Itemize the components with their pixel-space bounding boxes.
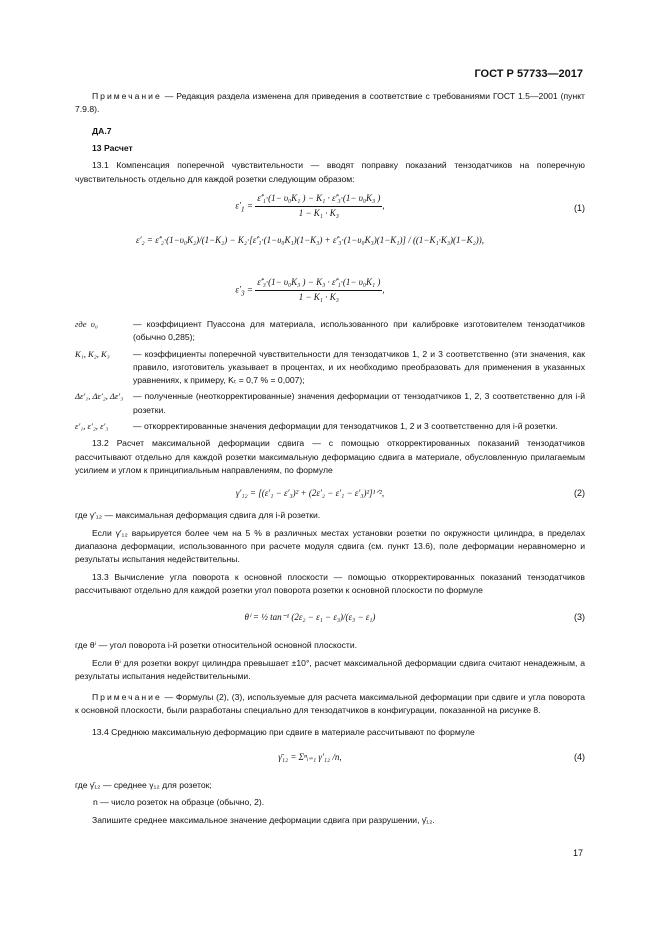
definition-text: — коэффициент Пуассона для материала, использованного при калибровке изготовителем тензодатчиков (обычно 0,285);	[133, 318, 585, 343]
paragraph-13-3: 13.3 Вычисление угла поворота к основной плоскости — помощью откорректированных показаний тензодатчиков рассчитывают отдельно для каждой розетки угол поворота розетки к основной плоскости по формуле	[75, 571, 585, 595]
definition-gamma: где γ′₁₂ — максимальная деформация сдвига для i-й розетки.	[75, 510, 321, 521]
document-body	[75, 90, 585, 831]
equation-1b-formula: ε′₂ = ε̂′₂·(1−υ₀K₂)/(1−K₂) − K₂·[ε̂′₁·(1−υ₀K₁)(1−K₃) + ε̂′₃·(1−υ₀K₃)(1−K₁)] / ((1−K₁·K₃)(1−K₂)),	[136, 234, 484, 245]
definition-n: n — число розеток на образце (обычно, 2).	[93, 797, 265, 808]
equation-3	[75, 603, 585, 633]
equation-1c	[75, 276, 585, 312]
definition-text: — откорректированные значения деформации для тензодатчиков 1, 2 и 3 соответственно для i-й розетки.	[133, 421, 558, 432]
note-2	[75, 691, 585, 718]
section-title: 13 Расчет	[92, 142, 133, 153]
definition-text: — полученные (неоткорректированные) значения деформации от тензодатчиков 1, 2, 3 соответственно для i-й розетки.	[133, 391, 585, 415]
note-2-text: — Формулы (2), (3), используемые для расчета максимальной деформации при сдвиге и угла поворота к основной плоскости, были разработаны специально для тензодатчиков в конфигурации, показанной на рисунке 8.	[75, 692, 585, 716]
note-1-label: Примечание	[92, 91, 162, 101]
equation-2-formula: γ′₁₂ = [(ε′₁ − ε′₃)² + (2ε′₂ − ε′₁ − ε′₃)²]¹ᐟ²,	[235, 488, 385, 499]
equation-1-denominator: 1 − K₁ · K₃	[298, 207, 339, 218]
definition-theta: где θⁱ — угол поворота i-й розетки относительной основной плоскости.	[75, 640, 358, 651]
definition-row	[75, 390, 585, 417]
definition-text: — коэффициенты поперечной чувствительности для тензодатчиков 1, 2 и 3 соответственно (эти значения, как правило, изготовитель указывает в процентах, и их необходимо преобразовать для применения в указанных уравнениях, к примеру, Kₜ = 0,7 % = 0,007);	[133, 348, 585, 386]
definition-row	[75, 420, 585, 433]
equation-4-number: (4)	[574, 752, 585, 763]
equation-1c-numerator: ε̂′₃·(1− υ₀K₃ ) − K₃ · ε̂′₁·(1− υ₀K₁ )	[255, 276, 382, 291]
equation-1-formula: $\varepsilon'_1$ = $\frac{\text{ε̂′₁·(1− υ₀K₁ ) − K₁ · ε̂′₃·(1− υ₀K₃ )}}{\text{1 − K₁ · K₃}}$ ,	[75, 192, 545, 221]
equation-4-formula: γ̄₁₂ = Σⁿᵢ₌₁ γ′₁₂ /n,	[278, 752, 342, 763]
document-header: ГОСТ Р 57733—2017	[474, 68, 583, 80]
note-2-label: Примечание	[92, 692, 162, 703]
equation-4	[75, 745, 585, 773]
equation-2-number: (2)	[574, 488, 585, 499]
definition-symbol: где υ₀	[75, 318, 98, 329]
paragraph-13-1: 13.1 Компенсация поперечной чувствительности — вводят поправку показаний тензодатчиков на поперечную чувствительность отдельно для каждой розетки следующим образом:	[75, 160, 585, 184]
definition-symbol: K₁, K₂, K₃	[75, 348, 110, 359]
equation-1	[75, 192, 585, 228]
definitions-list	[75, 318, 585, 434]
definition-symbol: ε′₁, ε′₂, ε′₃	[75, 421, 109, 432]
equation-1-numerator: ε̂′₁·(1− υ₀K₁ ) − K₁ · ε̂′₃·(1− υ₀K₃ )	[255, 192, 382, 207]
equation-3-formula: θⁱ = ½ tan⁻¹ (2ε₂ − ε₁ − ε₃)/(ε₃ − ε₁)	[244, 612, 376, 623]
paragraph-13-4: 13.4 Среднюю максимальную деформацию при сдвиге в материале рассчитывают по формуле	[92, 726, 475, 737]
paragraph-theta-condition: Если θⁱ для розетки вокруг цилиндра превышает ±10°, расчет максимальной деформации сдвига считают ненадежным, а результаты испытания недействительными.	[75, 657, 585, 681]
equation-1c-denominator: 1 − K₁ · K₃	[298, 291, 339, 302]
definition-row	[75, 348, 585, 388]
paragraph-13-2: 13.2 Расчет максимальной деформации сдвига — с помощью откорректированных показаний тензодатчиков рассчитывают отдельно для каждой розетки максимальную деформацию сдвига в материале, обусловленную прилагаемым усилием и углом к принципиальным направлениям, по формуле	[75, 438, 585, 475]
equation-1-number: (1)	[574, 202, 585, 213]
final-instruction: Запишите среднее максимальное значение деформации сдвига при разрушении, γ̄₁₂.	[92, 814, 435, 825]
page-number: 17	[572, 848, 583, 859]
equation-2	[75, 483, 585, 503]
equation-3-number: (3)	[574, 612, 585, 623]
note-1	[75, 90, 585, 117]
equation-1b	[75, 234, 585, 270]
paragraph-gamma-condition: Если γ′₁₂ варьируется более чем на 5 % в различных местах установки розетки по окружности цилиндра, в пределах диапазона деформации, использованного при расчете модуля сдвига (см. пункт 13.6), поле деформации неравномерно и результаты испытания недействительны.	[75, 527, 585, 565]
definition-symbol: Δε′₁, Δε′₂, Δε′₃	[75, 391, 124, 402]
definition-row	[75, 318, 585, 345]
note-1-text: — Редакция раздела изменена для приведения в соответствие с требованиями ГОСТ 1.5—2001 (пункт 7.9.8).	[75, 91, 585, 115]
definition-mean-gamma: где γ̄₁₂ — среднее γ₁₂ для розеток;	[75, 780, 212, 791]
appendix-label: ДА.7	[92, 125, 112, 136]
equation-1c-formula: $\varepsilon'_3$ = $\frac{\text{ε̂′₃·(1− υ₀K₃ ) − K₃ · ε̂′₁·(1− υ₀K₁ )}}{\text{1 − K₁ · K₃}}$ ,	[75, 276, 545, 305]
